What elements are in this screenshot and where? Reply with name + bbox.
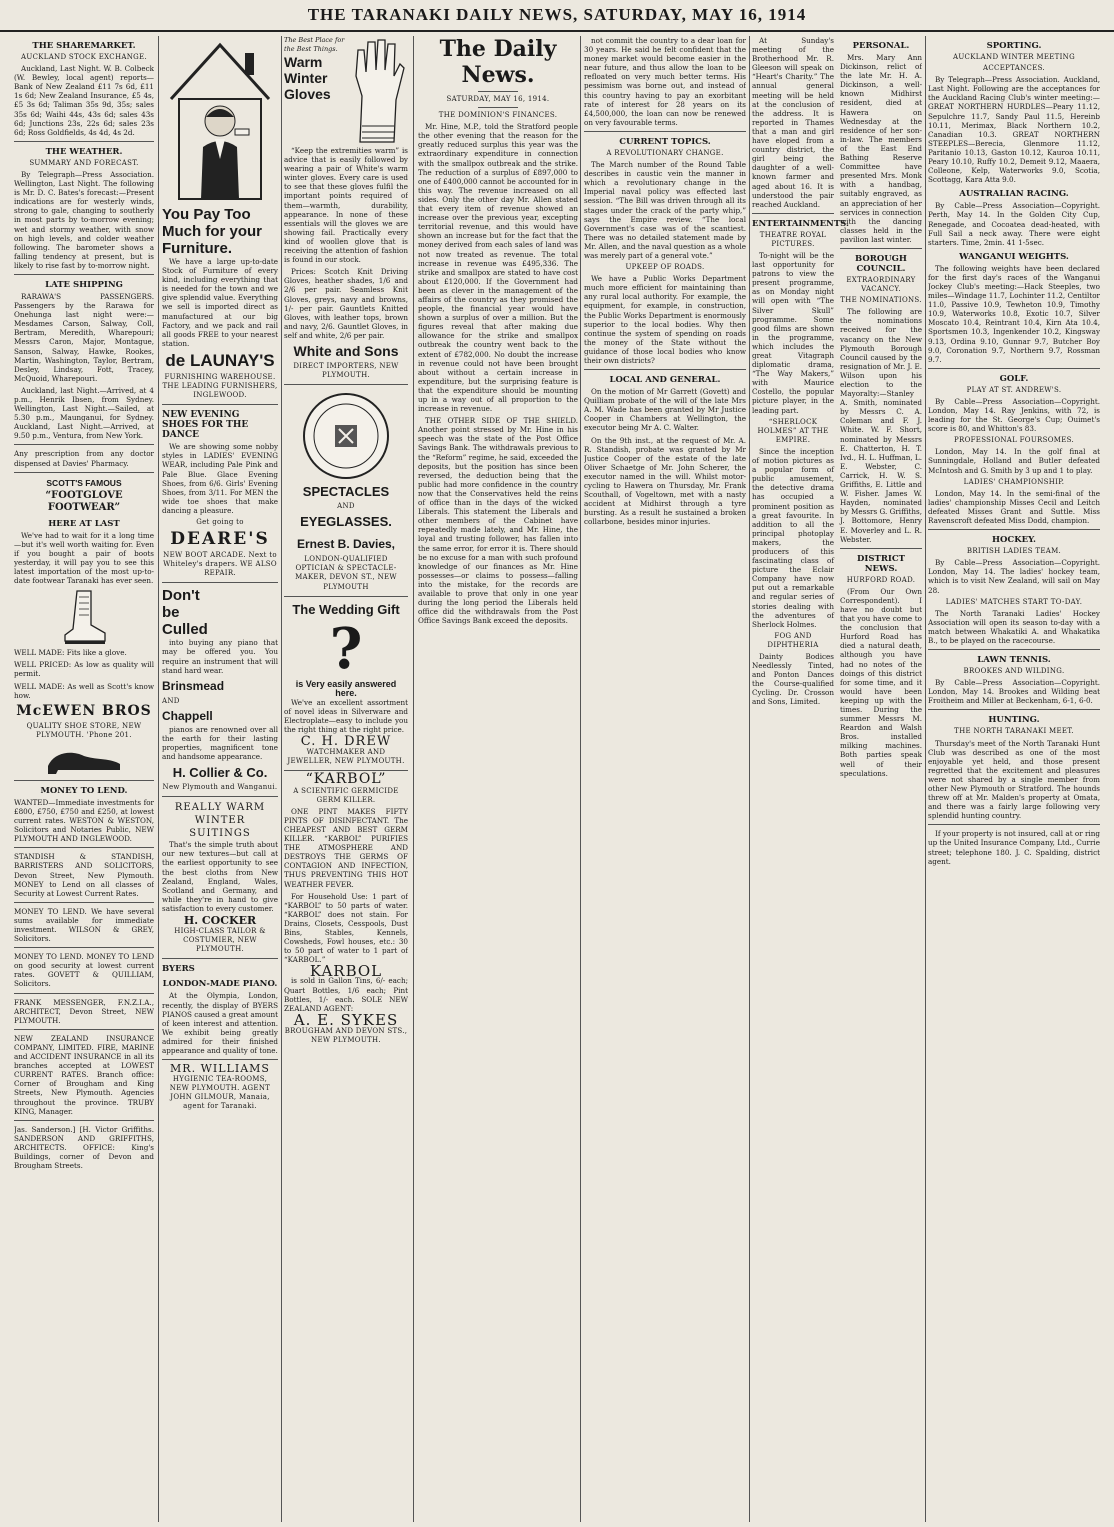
scott-title: “FOOTGLOVE FOOTWEAR”	[45, 489, 123, 513]
insurance-footer: If your property is not insured, call at or ring up the United Insurance Company, Ltd., Currie street; telephone 180. J. C. Spalding, district agent.	[928, 829, 1100, 866]
borough-body: The following are the nominations received for the vacancy on the New Plymouth Borough Council caused by the resignation of Mr. J. E. Wilson upon his election to the Mayoralty:—Stanley A. Smith, nominated by Messrs C. A. Coleman and F. J. White. W. F. Short, nominated by Messrs E. Chatterton, H. T. Ivd., H. L. Huffman, L. E. Webster, C. Carrick, H. W. S. Griffiths, E. Little and W. Fisher. James W. Hayden, nominated by Messrs G. Griffiths, J. Bottomore, Henry E. Moverley and L. R. Webster.	[840, 307, 922, 544]
current-topics-body: The March number of the Round Table describes in caustic vein the manner in which a revolutionary change in the Imperial naval policy was effected last session. “The Bill was driven through all its stages under the crack of the party whip,” says the Empire review. “The local Government's case was of the scantiest. There was no detailed statement made by Mr. Allen, and the naval question as a whole was merely part of a general vote.”	[584, 160, 746, 260]
mcewen-subheading: QUALITY SHOE STORE, NEW PLYMOUTH. 'Phone 201.	[26, 721, 142, 739]
district-news-body: (From Our Own Correspondent). I have no doubt but that you have come to the conclusion that Hurford Road has died a natural death, although you have had no notes of the doings of this district for some time, and it would have been keeping up with the times. During the summer Messrs M. Reardon and Walsh Bros. installed milking machines. Both parties speak well of their speculations.	[840, 586, 922, 778]
house-man-icon	[165, 39, 275, 204]
shoe-illustration	[14, 742, 154, 776]
sharemarket-heading: THE SHAREMARKET.	[32, 41, 136, 51]
golf-body: By Cable—Press Association—Copyright. London, May 14. Ray Jenkins, with 72, is leading for the St. George's Cup; Ouimet's score is 80, and Whitton's 83.	[928, 396, 1100, 434]
byers-name: BYERS	[162, 964, 195, 975]
govett-ad: MONEY TO LEND. MONEY TO LEND on good security at lowest current rates. GOVETT & QUILLIAM, Solicitors.	[14, 952, 154, 989]
district-news-subheading: HURFORD ROAD.	[846, 575, 916, 584]
delaunay-subheading: FURNISHING WAREHOUSE. THE LEADING FURNISHERS, INGLEWOOD.	[162, 372, 278, 400]
williams-name: MR. WILLIAMS	[170, 1062, 270, 1076]
weather-heading: THE WEATHER.	[45, 146, 123, 157]
golf-heading: GOLF.	[999, 373, 1029, 384]
piano-body: pianos are renowned over all the earth for their lasting properties, magnificent tone and handsome appearance.	[162, 724, 278, 762]
borough-subheading-2: THE NOMINATIONS.	[840, 296, 922, 305]
byers-body: At the Olympia, London, recently, the display of BYERS PIANOS caused a great amount of keen interest and attention. We exhibit being greatly admired for their finished appearance and quality of tone.	[162, 991, 278, 1055]
scott-line: WELL MADE: Fits like a glove.	[14, 648, 127, 658]
and-label: AND	[337, 502, 355, 511]
furniture-heading: You Pay Too Much for your Furniture.	[162, 206, 262, 257]
sporting-subheading-2: ACCEPTANCES.	[983, 64, 1045, 73]
local-general-heading: LOCAL AND GENERAL.	[609, 375, 721, 386]
karbol-subheading: A SCIENTIFIC GERMICIDE GERM KILLER.	[293, 786, 399, 804]
column-rule	[281, 36, 282, 1522]
ladies-matches-body: The North Taranaki Ladies' Hockey Association will open its season to-day with a match between Whakatiki A. and Whakatika B., to be played on the racecourse.	[928, 608, 1100, 645]
evening-shoes-heading: NEW EVENING SHOES FOR THE DANCE	[162, 410, 249, 441]
karbol-body: ONE PINT MAKES FIFTY PINTS OF DISINFECTANT. The CHEAPEST AND BEST GERM KILLER. “KARBOL” PURIFIES THE ATMOSPHERE AND DESTROYS THE GERMS OF CONTAGION AND INFECTION, THUS PREVENTING THIS HOT WEATHER FEVER.	[284, 806, 408, 889]
deare-pre: Get going to	[196, 517, 244, 526]
wanganui-weights-body: The following weights have been declared for the first day's races of the Wanganui Jockey Club's meeting:—Hack Steeples, two miles—Windage 11.7, Lochinter 11.2, Centiltor 11.0, Passive 10.9, Tewheton 10.9, Timothy 10.9, Waterworks 10.8, Exotic 10.7, Silver Moscato 10.4, Reintrant 10.4, Kirn Ata 10.4, Sportsmen 10.3, Ingenkender 10.2, Kingsway 9.13, Ordina 9.10, Gunnar 9.7, Butcher Boy 9.0, Coronation 9.7, Northern 9.7, Rossman 9.7.	[928, 263, 1100, 364]
wanganui-weights-heading: WANGANUI WEIGHTS.	[959, 251, 1069, 262]
sykes-name: A. E. SYKES	[293, 1010, 399, 1029]
entertainments-heading: ENTERTAINMENTS.	[752, 218, 849, 229]
hockey-subheading: BRITISH LADIES TEAM.	[966, 547, 1062, 556]
column-1	[14, 36, 154, 1522]
seal-icon	[301, 391, 391, 481]
gloves-prices: Prices: Scotch Knit Driving Gloves, heather shades, 1/6 and 2/6 per pair. Seamless Knit Gloves, greys, navy and browns, 1/- per pair. Gauntlets Knitted Gloves, with leather tops, brown and navy, 2/6. Gauntlet Gloves, in self and white, 2/6 per pair.	[284, 267, 408, 340]
borough-heading: BOROUGH COUNCIL.	[855, 253, 907, 274]
fog-heading: FOG AND DIPHTHERIA	[767, 631, 819, 649]
local-general-body-2: On the 9th inst., at the request of Mr. A. R. Standish, probate was granted by Mr Justice Cooper of the estate of the late Oliver Schaetge of Mr. John Scherer, the executor named in the will. Whilst motor-cycling to Hawera on Thursday, Mr. Frank Scouthall, of Vogeltown, met with a nasty accident at Midhirst through a tyre bursting. As a result he sustained a broken collarbone, besides minor injuries.	[584, 435, 746, 527]
furniture-body: We have a large up-to-date Stock of Furniture of every kind, including everything that is needed for the town and we give splendid value. Everything we sell is imported direct as manufactured at our big Factory, and we pack and rail all goods FREE to your nearest station.	[162, 257, 278, 348]
davies-name: Ernest B. Davies,	[296, 537, 396, 552]
ladies-matches-heading: LADIES' MATCHES START TO-DAY.	[945, 597, 1083, 606]
column-3	[284, 36, 408, 1522]
wedding-body: We've an excellent assortment of novel ideas in Silverware and Electroplate—easy to include you the right thing at the right price.	[284, 697, 408, 735]
weather-body: By Telegraph—Press Association. Wellington, Last Night. The following is Mr. D. C. Bates's forecast:—Present indications are for westerly winds, strong to gale, changing to southerly in most parts by to-morrow evening; wet and stormy weather, with snow on high levels, and colder weather following. The barometer shows a falling tendency at present, but is likely to rise fast by to-morrow night.	[14, 169, 154, 270]
finances-heading: THE DOMINION'S FINANCES.	[438, 111, 558, 120]
ladies-championship-body: London, May 14. In the semi-final of the ladies' championship Misses Cecil and Leitch defeated Misses Grant and Suttle. Miss Ravenscroft defeated Miss Dodd, champion.	[928, 488, 1100, 526]
district-news-heading: DISTRICT NEWS.	[857, 553, 905, 574]
eyeglasses-heading: EYEGLASSES.	[300, 514, 392, 530]
wedding-answer: is Very easily answered here.	[295, 678, 397, 698]
masthead	[0, 0, 1114, 32]
gloves-body: “Keep the extremities warm” is advice that is easily followed by wearing a pair of White's warm winter gloves. Every care is used to see that these gloves fulfil the important points required of them—warmth, durability, appearance. In none of these essentials will the gloves we are showing fail. Practically every kind of woollen glove that is receiving the attention of fashion is found in our stock.	[284, 146, 408, 265]
delaunay-name: de LAUNAY'S	[165, 350, 275, 370]
fog-body: Dainty Bodices Needlessly Tinted, and Ponton Dances the Course-qualified Cycling. Dr. Crosson and Sons, Limited.	[752, 652, 834, 707]
sporting-subheading: AUCKLAND WINTER MEETING	[952, 53, 1075, 61]
column-rule	[158, 36, 159, 1522]
upkeep-body: We have a Public Works Department much more efficient for maintaining than any rural local authority. For example, the equipment, for example, in construction, the Public Works Department is enormously superior to the local bodies. Why then continue the system of spending on roads the money of the State without the guidance of those local bodies who know their own districts?	[584, 274, 746, 365]
sherlock-heading: “SHERLOCK HOLMES” AT THE EMPIRE.	[757, 417, 829, 444]
column-rule	[580, 36, 581, 1522]
australian-racing-body: By Cable—Press Association—Copyright. Perth, May 14. In the Golden City Cup, Renegade, and Cocoatea dead-heated, with Full Sail a neck away. There were eight starters. Time, 2min. 41 1-5sec.	[928, 201, 1100, 247]
entertainments-body: To-night will be the last opportunity for patrons to view the present programme, as on Monday night will open with “The Silver Skull” programme. Some good films are shown in the programme, which includes the great Vitagraph diplomatic drama, “The Way Makers,” with Maurice Costello, the popular picture player, in the leading part.	[752, 250, 834, 415]
upkeep-heading: UPKEEP OF ROADS.	[625, 263, 705, 272]
gloves-heading: Warm Winter Gloves	[284, 54, 331, 103]
loan-continuation: not commit the country to a dear loan for 30 years. He said he felt confident that the money market would become easier in the near future, and thus allow the loan to be refloated on very much better terms. His pessimism was borne out, and instead of this country having to pay an exorbitant rate of interest for 28 years on its £4,500,000, the loan can now be renewed on very favourable terms.	[584, 36, 746, 127]
dont-heading: Don't be Culled	[162, 587, 208, 639]
davies-subheading: LONDON-QUALIFIED OPTICIAN & SPECTACLE-MAKER, DEVON ST., NEW PLYMOUTH	[295, 555, 397, 591]
entertainments-subheading: THEATRE ROYAL PICTURES.	[759, 230, 827, 248]
sanderson-ad: Jas. Sanderson.] [H. Victor Griffiths. SANDERSON AND GRIFFITHS, ARCHITECTS. OFFICE: King's Buildings, corner of Devon and Brougham Streets.	[14, 1124, 154, 1171]
spectacles-heading: SPECTACLES	[302, 484, 390, 500]
byers-heading: LONDON-MADE PIANO.	[162, 979, 278, 990]
cocker-name: H. COCKER	[183, 914, 257, 928]
hunting-body: Thursday's meet of the North Taranaki Hunt Club was described as one of the most enjoyable yet held, and those present regretted that the excitement and pleasures were not shared by a single member from other New Plymouth or Stratford. The hounds threw off at Mr. Malden's property at Omata, and there was a fairly large following very splendid hunting country.	[928, 738, 1100, 821]
collier-name: H. Collier & Co.	[172, 765, 268, 781]
personal-body: Mrs. Mary Ann Dickinson, relict of the late Mr. H. A. Dickinson, a well-known Midhirst resident, died at Hawera on Wednesday at the residence of her son-in-law. The members of the East End Bathing Reserve Committee have presented Mrs. Monk with a handbag, suitably engraved, as an appreciation of her services in connection with the dancing classes held in the pavilion last winter.	[840, 53, 922, 244]
drew-name: C. H. DREW	[300, 734, 392, 750]
column-rule	[925, 36, 926, 1522]
sharemarket-body: Auckland, Last Night. W. B. Colbeck (W. Bewley, local agent) reports—Bank of New Zealand £11 7s 6d, £11 1s 6d; New Zealand Insurance, £5 4s, £5 3s 6d; Taliman 35s 9d, 35s; sales 35s 6d; Waihi 44s, 43s 6d; sales 43s 6d; Junctions 23s, 22s 6d; sales 23s 6d; Ross Goldfields, 4s 4d, 4s 2d.	[14, 64, 154, 137]
brinsmead-name: Brinsmead	[162, 678, 225, 693]
paper-title: The Daily News.	[439, 36, 557, 88]
finances-body-2: THE OTHER SIDE OF THE SHIELD. Another point stressed by Mr. Hine in his speech was the state of the Post Office Savings Bank. The withdrawals previous to the “Reform” regime, he said, exceeded the deposits, but the position has since been reversed, the deduction being that the public had more confidence in the country now that the Conservatives held the reins of office than in the days of the wicked Liberals. This statement the Liberals and other members of the Cabinet have repeatedly made lately, and Mr. Hine, the loyal and trusting follower, has fallen into the same error, for error it is. There should be no excuse for a man with such profound knowledge of our finances as Mr. Hine possesses—or claims to possess—falling into the mistake, for the records are available to prove that only in one year during the long period the Liberals held office did the withdrawals from the Post Office Savings Bank exceed the deposits.	[418, 416, 578, 626]
column-2	[162, 36, 278, 1522]
wedding-heading: The Wedding Gift	[292, 601, 400, 617]
karbol-name: KARBOL	[309, 962, 383, 981]
boot-icon	[59, 589, 109, 647]
borough-subheading: EXTRAORDINARY VACANCY.	[846, 275, 916, 294]
scott-body: We've had to wait for it a long time—but it's well worth waiting for. Even if you bought a pair of boots yesterday, it will pay you to see this latest importation of the most up-to-date footwear Taranaki has ever seen.	[14, 530, 154, 586]
current-topics-subheading: A REVOLUTIONARY CHANGE.	[606, 148, 724, 157]
hockey-body: By Cable—Press Association—Copyright. London, May 14. The ladies' hockey team, which is to visit New Zealand, will sail on May 28.	[928, 558, 1100, 595]
paper-date: SATURDAY, MAY 16, 1914.	[446, 95, 550, 103]
williams-subheading: HYGIENIC TEA-ROOMS, NEW PLYMOUTH. AGENT JOHN GILMOUR, Manaia, agent for Taranaki.	[169, 1075, 271, 1111]
shipping-body-2: Auckland, last Night.—Arrived, at 4 p.m., Henrik Ibsen, from Sydney. Wellington, Last Night.—Sailed, at 5.30 p.m., Maunganui, for Sydney. Auckland, Last Night.—Arrived, at 9.50 p.m., Ventura, from New York.	[14, 385, 154, 441]
finances-body: Mr. Hine, M.P., told the Stratford people the other evening that the reason for the greatly reduced surplus this year was the extraordinary expenditure in connection with the smallpox outbreak and the strike. The reduction of a surplus of £897,000 to one of £400,000 cannot be accounted for in this way. The revenue increased on all sides. Only the other day Mr. Allen stated that every item of revenue showed an increase over the previous year, excepting territorial revenue, and this would have shown an increase but for the fact that the money derived from each sales of land was not now treated as revenue. The total increase in revenue was £495,336. The strike and smallpox are stated to have cost about £120,000. If the Government had been as clever in the management of the affairs of the country as they promised the people, the financial year would have shown a surplus of over a million. But the figures reveal that after making due allowance for the strike and smallpox outbreak the country went back to the extent of £782,000. No doubt the increase in revenue could not have been brought about without a certain increase in expenditure, but the surprising feature is that the expenditure should be mounting up in a way out of all proportion to the increase in revenue.	[418, 122, 578, 414]
foursomes-body: London, May 14. In the golf final at Sunningdale, Holland and Butler defeated McIntosh and G. Smith by 3 up and 1 to play.	[928, 447, 1100, 475]
ladies-championship-heading: LADIES' CHAMPIONSHIP.	[963, 477, 1065, 486]
golf-subheading: PLAY AT ST. ANDREW'S.	[966, 385, 1062, 394]
current-topics-heading: CURRENT TOPICS.	[619, 136, 711, 147]
scott-subheading: HERE AT LAST	[48, 518, 120, 529]
sykes-subheading: BROUGHAM AND DEVON STS., NEW PLYMOUTH.	[284, 1026, 408, 1044]
column-5	[584, 36, 746, 1522]
karbol-sold: is sold in Gallon Tins, 6/- each; Quart Bottles, 1/6 each; Pint Bottles, 1/- each. SOLE NEW ZEALAND AGENT:	[284, 976, 408, 1013]
gloves-pre: The Best Place for the Best Things.	[284, 36, 345, 54]
evening-shoes-body: We are showing some nobby styles in LADIES' EVENING WEAR, including Pale Pink and Pale Blue. Glace Evening Shoes, from 6/6. Girls' Evening Shoes, from 3/11. For MEN the wide toe shoes that make dancing a pleasure.	[162, 442, 278, 515]
weather-subheading: SUMMARY AND FORECAST.	[29, 158, 139, 167]
hockey-heading: HOCKEY.	[992, 535, 1036, 546]
hunting-heading: HUNTING.	[988, 715, 1040, 726]
messenger-ad: FRANK MESSENGER, F.N.Z.I.A., ARCHITECT, Devon Street, NEW PLYMOUTH.	[14, 997, 154, 1025]
furniture-illustration	[162, 36, 278, 206]
prescription-notice: Any prescription from any doctor dispensed at Davies' Pharmacy.	[14, 449, 154, 468]
column-6	[752, 36, 922, 1522]
foursomes-heading: PROFESSIONAL FOURSOMES.	[954, 436, 1074, 445]
wilson-ad: MONEY TO LEND. We have several sums available for immediate investment. WILSON & GREY, Solicitors.	[14, 906, 154, 944]
karbol-body-2: For Household Use: 1 part of “KARBOL” to 50 parts of water. “KARBOL” does not stain. For Drains, Closets, Cesspools, Dust Bins, Stables, Kennels, Cowsheds, Fowl houses, etc.: 30 to 50 part of water to 1 part of “KARBOL.”	[284, 891, 408, 965]
chappell-name: Chappell	[162, 708, 213, 723]
money-body: WANTED—Immediate investments for £800, £750, £750 and £250, at lowest current rates. WESTON & WESTON, Solicitors and Notaries Public, NEW PLYMOUTH AND INGLEWOOD.	[14, 797, 154, 844]
tennis-body: By Cable—Press Association—Copyright. London, May 14. Brookes and Wilding beat Froitheim and Miller at Beckenham, 6-1, 6-0.	[928, 678, 1100, 706]
sporting-body: By Telegraph—Press Association. Auckland, Last Night. Following are the acceptances for the Auckland Racing Club's winter meeting:—GREAT NORTHERN HURDLES—Peary 11.12, Sepulchre 11.7, Sandy Paul 11.5, Hereinb 10.11, Merimax, Black Northern 10.2, Canadian 10.3. GREAT NORTHERN STEEPLES—Berecia, Glenmore 11.12, Paritanio 10.13, Gaston 10.12, Kauroa 10.11, Peary 10.10, Ruffy 10.2, Demeit 9.12, Maaera, Colleone, Kelp, Waterworks 9.0, Scotia, Scottagg, Kara Atta 9.0.	[928, 75, 1100, 185]
karbol-heading: “KARBOL”	[305, 771, 387, 788]
tennis-heading: LAWN TENNIS.	[977, 655, 1051, 666]
column-rule	[749, 36, 750, 1522]
insurance-ad: NEW ZEALAND INSURANCE COMPANY, LIMITED. FIRE, MARINE and ACCIDENT INSURANCE in all its branches accepted at LOWEST CURRENT RATES. Branch office: Corner of Brougham and King Streets, New Plymouth. Agencies throughout the province. TRUBY KING, Manager.	[14, 1033, 154, 1116]
brotherhood-continuation: At Sunday's meeting of the Brotherhood Mr. R. Gleeson will speak on “Heart's Charity.” The annual general meeting will be held at the conclusion of the address. It is reported in Thames that a man and girl have eloped from a country district, the girl being the daughter of a well-known farmer and aged about 16. It is understood the pair reached Auckland.	[752, 36, 834, 209]
white-sons-subheading: DIRECT IMPORTERS, NEW PLYMOUTH.	[293, 361, 399, 380]
collier-subheading: New Plymouth and Wanganui.	[162, 783, 278, 792]
australian-racing-heading: AUSTRALIAN RACING.	[959, 189, 1069, 200]
boot-illustration	[14, 588, 154, 648]
column-7	[928, 36, 1100, 1522]
scott-line: WELL PRICED: As low as quality will permit.	[14, 660, 154, 679]
standish-ad: STANDISH & STANDISH, BARRISTERS AND SOLICITORS, Devon Street, New Plymouth. MONEY to Lend on all classes of Security at Lowest Current Rates.	[14, 852, 154, 898]
column-4	[418, 36, 578, 1522]
personal-heading: PERSONAL.	[852, 41, 910, 51]
shipping-body: RARAWA'S PASSENGERS. Passengers by the Rarawa for Onehunga last night were:—Mesdames Carson, Salway, Coll, Bertram, Meredith, Wharepouri; Messrs Caron, Major, Montague, Sanson, Salway, Hawke, Rookes, Martin, Washington, Taylor, Bertram, Desley, Lindsay, Fott, Tracey, McQuoid, Wharepouri.	[14, 291, 154, 383]
hunting-subheading: THE NORTH TARANAKI MEET.	[954, 727, 1074, 736]
local-general-body: On the motion of Mr Garrett (Govett) and Quilliam probate of the will of the late Mrs A. M. Wade has been granted by Mr Justice Cooper in Chambers at Wellington, the executor being Mr A. C. Walter.	[584, 387, 746, 433]
column-rule	[413, 36, 414, 1522]
scott-heading: SCOTT'S FAMOUS	[46, 477, 122, 488]
masthead-title: THE TARANAKI DAILY NEWS, SATURDAY, MAY 16, 1914	[307, 5, 807, 24]
certificate-seal	[284, 389, 408, 483]
money-heading: MONEY TO LEND.	[40, 785, 128, 796]
warm-suitings-body: That's the simple truth about our new textures—but call at the earliest opportunity to see the best cloths from New Zealand, England, Wales, Scotland and Germany, and while they're in hand to give satisfaction to every customer.	[162, 840, 278, 913]
and-label: AND	[162, 696, 180, 705]
glove-icon	[350, 36, 406, 146]
warm-suitings-heading: REALLY WARM WINTER SUITINGS	[174, 802, 266, 840]
cocker-subheading: HIGH-CLASS TAILOR & COSTUMIER, NEW PLYMOUTH.	[174, 927, 266, 954]
sherlock-body: Since the inception of motion pictures as a popular form of public amusement, the detective drama has occupied a prominent position as a great favourite. In addition to all the principal photoplay makers, the producers of this fascinating class of picture the Eclair Company have now put out a remarkable and regular series of stories dealing with the adventures of Sherlock Holmes.	[752, 446, 834, 629]
sporting-heading: SPORTING.	[986, 41, 1042, 51]
mcewen-name: McEWEN BROS	[16, 702, 152, 719]
deare-name: DEARE'S	[170, 529, 270, 550]
deare-subheading: NEW BOOT ARCADE. Next to Whiteley's drapers. WE ALSO REPAIR.	[163, 551, 277, 578]
shoe-icon	[44, 744, 124, 774]
shipping-heading: LATE SHIPPING	[45, 279, 123, 290]
scott-line: WELL MADE: As well as Scott's know how.	[14, 681, 154, 700]
sharemarket-subheading: AUCKLAND STOCK EXCHANGE.	[21, 53, 147, 61]
dont-body: into buying any piano that may be offered you. You require an instrument that will stand hard wear.	[162, 638, 278, 675]
white-sons-name: White and Sons	[293, 342, 399, 359]
drew-subheading: WATCHMAKER AND JEWELLER, NEW PLYMOUTH.	[287, 748, 405, 766]
tennis-subheading: BROOKES AND WILDING.	[963, 667, 1065, 676]
wedding-question-mark: ?	[329, 615, 363, 682]
